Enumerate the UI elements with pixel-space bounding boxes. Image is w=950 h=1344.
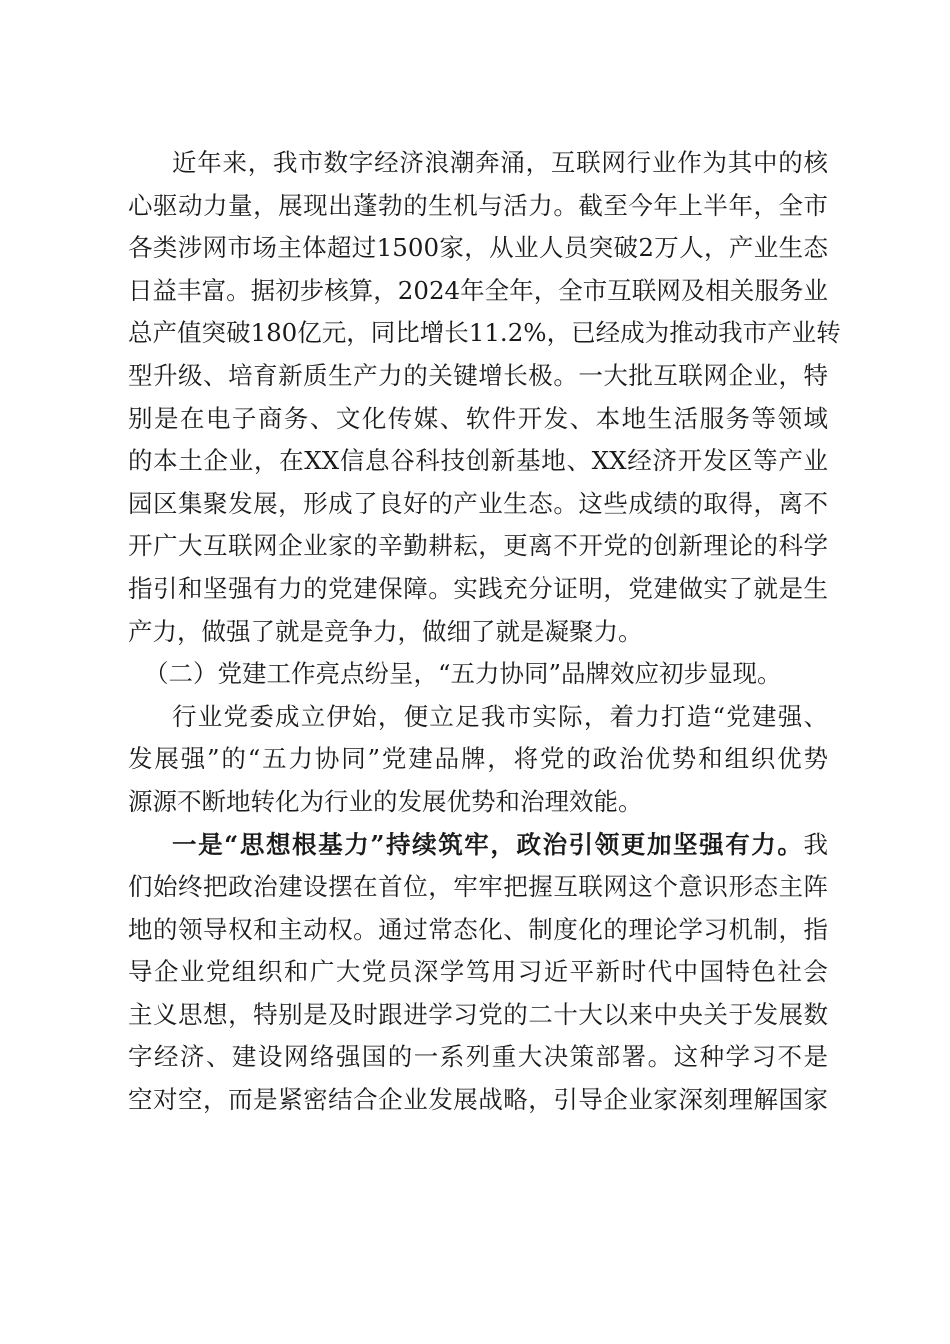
paragraph-industry-overview <box>128 142 841 653</box>
text-line: 导企业党组织和广大党员深学笃用习近平新时代中国特色社会 <box>128 957 828 987</box>
text-line: 近年来，我市数字经济浪潮奔涌，互联网行业作为其中的核 <box>172 148 828 177</box>
text-line: 园区集聚发展，形成了良好的产业生态。这些成绩的取得，离不 <box>128 488 828 518</box>
paragraph-ideological-foundation <box>128 824 828 1122</box>
text-line: 源源不断地转化为行业的发展优势和治理效能。 <box>128 786 643 816</box>
section-heading-party-building <box>128 653 828 696</box>
bold-lead-sentence: 一是“思想根基力”持续筑牢，政治引领更加坚强有力。 <box>172 829 804 859</box>
paragraph-party-committee <box>128 696 828 824</box>
text-line: 行业党委成立伊始，便立足我市实际，着力打造“党建强、 <box>172 701 828 731</box>
text-line: 别是在电子商务、文化传媒、软件开发、本地生活服务等领域 <box>128 403 828 433</box>
text-line: 日益丰富。据初步核算，2024年全年，全市互联网及相关服务业 <box>128 275 828 305</box>
text-line: 心驱动力量，展现出蓬勃的生机与活力。截至今年上半年，全市 <box>128 190 828 220</box>
text-line: 字经济、建设网络强国的一系列重大决策部署。这种学习不是 <box>128 1042 828 1072</box>
text-line: 发展强”的“五力协同”党建品牌，将党的政治优势和组织优势 <box>128 744 828 774</box>
text-line: 总产值突破180亿元，同比增长11.2%，已经成为推动我市产业转 <box>128 318 841 348</box>
text-line: 各类涉网市场主体超过1500家，从业人员突破2万人，产业生态 <box>128 233 828 263</box>
text-line: 主义思想，特别是及时跟进学习党的二十大以来中央关于发展数 <box>128 999 828 1029</box>
text-line: 产力，做强了就是竞争力，做细了就是凝聚力。 <box>128 616 643 646</box>
lead-tail-text: 我 <box>803 829 828 859</box>
section-heading: （二）党建工作亮点纷呈，“五力协同”品牌效应初步显现。 <box>144 659 782 689</box>
text-line: 型升级、培育新质生产力的关键增长极。一大批互联网企业，特 <box>128 360 828 390</box>
text-line: 开广大互联网企业家的辛勤耕耘，更离不开党的创新理论的科学 <box>128 531 828 561</box>
text-line <box>128 824 828 867</box>
text-line: 指引和坚强有力的党建保障。实践充分证明，党建做实了就是生 <box>128 573 828 603</box>
text-line: 空对空，而是紧密结合企业发展战略，引导企业家深刻理解国家 <box>128 1085 828 1115</box>
document-body <box>128 142 841 1122</box>
text-line: 的本土企业，在XX信息谷科技创新基地、XX经济开发区等产业 <box>128 446 828 476</box>
text-line: 们始终把政治建设摆在首位，牢牢把握互联网这个意识形态主阵 <box>128 872 828 902</box>
text-line: 地的领导权和主动权。通过常态化、制度化的理论学习机制，指 <box>128 914 828 944</box>
